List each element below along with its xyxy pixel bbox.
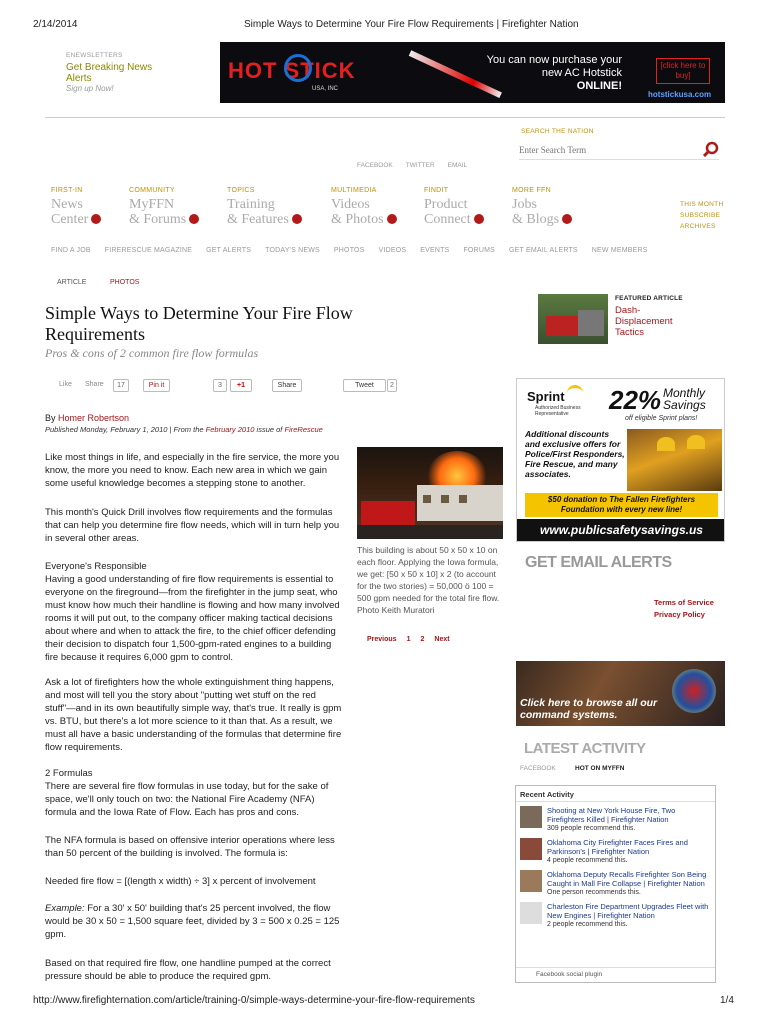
like-button[interactable]: Like — [59, 381, 72, 388]
hotstick-ring-icon — [284, 54, 312, 82]
fb-share-button[interactable]: Share — [85, 381, 104, 388]
sprint-logo: Sprint — [527, 389, 565, 404]
firefighters-image — [627, 429, 722, 491]
nav-training-features[interactable]: TOPICS Training & Features — [227, 187, 302, 227]
command-systems-ad[interactable]: Click here to browse all our command systems. — [516, 661, 725, 726]
activity-item[interactable]: Charleston Fire Department Upgrades Fleet with New Engines | Firefighter Nation 2 people recommend this. — [520, 902, 711, 928]
subnav-get-alerts[interactable]: GET ALERTS — [206, 247, 252, 254]
sprint-percent: 22% — [609, 385, 662, 415]
sub-nav — [51, 239, 662, 257]
nav-product-connect[interactable]: FINDIT Product Connect — [424, 187, 484, 227]
article-paragraph: Like most things in life, and especially in the fire service, the more you know, the more you need to know. Each new area in which we gain some useful knowledge becomes a stepping stone to another. — [45, 452, 340, 489]
subnav-photos[interactable]: PHOTOS — [333, 247, 365, 254]
tab-facebook[interactable]: FACEBOOK — [520, 765, 556, 772]
tab-hot-on-myffn[interactable]: HOT ON MYFFN — [575, 765, 625, 772]
section-heading: Everyone's Responsible — [45, 561, 147, 572]
fb-share-count: 17 — [113, 379, 129, 392]
facebook-link[interactable]: FACEBOOK — [357, 162, 393, 169]
sprint-offer-text: Additional discounts and exclusive offers for Police/First Responders, Fire Rescue, and many associates. — [525, 429, 625, 479]
linkedin-share-button[interactable]: Share — [272, 379, 302, 392]
tab-photos[interactable]: PHOTOS — [110, 279, 140, 286]
article-title: Simple Ways to Determine Your Fire Flow Requirements — [45, 303, 353, 344]
privacy-link[interactable]: Privacy Policy — [654, 610, 705, 619]
sprint-donation-banner: $50 donation to The Fallen Firefighters Foundation with every new line! — [525, 493, 718, 517]
article-paragraph: Example: For a 30' x 50' building that's 25 percent involved, the flow would be 30 x 50 = 1,500 square feet, divided by 3 = 500 x 0.25 = 125 gpm. — [45, 903, 340, 940]
activity-thumbnail — [520, 870, 542, 892]
nav-arrow-icon — [292, 214, 302, 224]
article-paragraph: Based on that required fire flow, one handline pumped at the correct pressure should be able to produce the required gpm. — [45, 958, 331, 982]
activity-item[interactable]: Shooting at New York House Fire, Two Firefighters Killed | Firefighter Nation 309 people recommend this. — [520, 806, 711, 832]
right-links — [680, 201, 723, 234]
breaking-news-link[interactable]: Get Breaking News Alerts — [66, 62, 153, 84]
fire-badge-icon — [672, 669, 716, 713]
subnav-get-email-alerts[interactable]: GET EMAIL ALERTS — [508, 247, 578, 254]
subscribe-link[interactable]: SUBSCRIBE — [680, 212, 721, 219]
fire-engine-shape — [361, 501, 415, 525]
photo-page-1[interactable]: 1 — [406, 636, 411, 643]
hotstick-banner-ad[interactable]: HOT STICK USA, INC You can now purchase your new AC Hotstick ONLINE! [click here to buy] hotstickusa.com — [220, 42, 725, 103]
activity-thumbnail — [520, 902, 542, 924]
featured-label: FEATURED ARTICLE — [615, 295, 683, 302]
facebook-plugin-label: Facebook social plugin — [516, 967, 715, 981]
pinit-button[interactable]: Pin it — [143, 379, 170, 392]
issue-link[interactable]: February 2010 — [205, 425, 255, 434]
nav-jobs-blogs[interactable]: MORE FFN Jobs & Blogs — [512, 187, 572, 227]
activity-thumbnail — [520, 806, 542, 828]
nav-arrow-icon — [189, 214, 199, 224]
search-input[interactable] — [519, 142, 689, 157]
legal-links — [654, 597, 714, 621]
header-divider — [45, 117, 725, 118]
article-subtitle: Pros & cons of 2 common fire flow formulas — [45, 346, 259, 360]
sprint-ad[interactable]: Sprint Authorized Business Representative 22% Monthly Savings off eligible Sprint plans! Additional discounts and exclusive offers for Police/First Responders, Fire Rescue, and many associates. $50 donation to The Fallen Firefighters Foundation with every new line! www.publicsafetysavings.us — [516, 378, 725, 542]
subnav-firerescue-magazine[interactable]: FIRERESCUE MAGAZINE — [104, 247, 193, 254]
subnav-events[interactable]: EVENTS — [420, 247, 450, 254]
tab-article[interactable]: ARTICLE — [57, 279, 87, 286]
subnav-videos[interactable]: VIDEOS — [378, 247, 407, 254]
search-box — [519, 140, 719, 160]
gplus-button[interactable]: +1 — [230, 379, 252, 392]
photo-pagination — [367, 636, 450, 643]
print-url: http://www.firefighternation.com/article/training-0/simple-ways-determine-your-fire-flow-requirements — [33, 995, 475, 1006]
search-icon[interactable] — [703, 141, 719, 157]
tweet-button[interactable]: Tweet — [343, 379, 386, 392]
terms-link[interactable]: Terms of Service — [654, 598, 714, 607]
print-title: Simple Ways to Determine Your Fire Flow Requirements | Firefighter Nation — [244, 19, 579, 30]
nav-arrow-icon — [91, 214, 101, 224]
featured-title-link[interactable]: Dash-Displacement Tactics — [615, 305, 673, 338]
subnav-find-a-job[interactable]: FIND A JOB — [51, 247, 91, 254]
nav-arrow-icon — [474, 214, 484, 224]
nav-arrow-icon — [562, 214, 572, 224]
photo-page-2[interactable]: 2 — [420, 636, 425, 643]
previous-photo-link[interactable]: Previous — [367, 636, 397, 643]
magazine-link[interactable]: FireRescue — [284, 425, 323, 434]
email-alerts-heading[interactable]: GET EMAIL ALERTS — [525, 554, 672, 571]
search-label: SEARCH THE NATION — [521, 128, 594, 135]
nav-news-center[interactable]: FIRST-IN News Center — [51, 187, 101, 227]
email-link[interactable]: EMAIL — [447, 162, 468, 169]
sprint-url: www.publicsafetysavings.us — [517, 519, 725, 542]
nav-arrow-icon — [387, 214, 397, 224]
byline: By Homer Robertson — [45, 413, 130, 423]
tweet-count: 2 — [387, 379, 397, 392]
print-page-number: 1/4 — [720, 995, 734, 1006]
gplus-count: 3 — [213, 379, 227, 392]
click-to-buy-button[interactable]: [click here to buy] — [656, 58, 710, 84]
social-links — [357, 162, 467, 169]
latest-activity-heading: LATEST ACTIVITY — [524, 740, 646, 757]
author-link[interactable]: Homer Robertson — [58, 413, 130, 423]
sprint-swoosh-icon — [567, 385, 583, 401]
article-paragraph: This month's Quick Drill involves flow requirements and the formulas that can help you determine fire flow needs, which will in turn help you in several other areas. — [45, 507, 340, 544]
photo-caption: This building is about 50 x 50 x 10 on each floor. Applying the Iowa formula, we get: [50 x 50 x 10] x 2 (to account for the two stories) = 50,000 ö 100 = 500 gpm needed for the total fire flow. Photo Keith Muratori — [357, 545, 500, 615]
this-month-link[interactable]: THIS MONTH — [680, 201, 724, 208]
article-paragraph: The NFA formula is based on offensive interior operations where less than 50 percent of the building is involved. The formula is: — [45, 835, 335, 859]
article-paragraph: Having a good understanding of fire flow requirements is essential to everyone on the fireground—from the firefighter in the jump seat, who must know how much their handline is flowing and how many involved rooms it will put out, to the company officer making tactical decisions about where and when to attack the fire, to the chief officer defending their decision to dispatch four 1,500-gpm-rated engines to a building fire because it requires 6,000 gpm to control. — [45, 574, 340, 663]
section-heading: 2 Formulas — [45, 768, 93, 779]
article-paragraph: Ask a lot of firefighters how the whole extinguishment thing happens, and most will tell you the story about "putting wet stuff on the red stuff"—and in its own beautifully simple way, that's true. It really is gpm vs. BTU, but there's a lot more science to it than that. As a result, we must all have a basic understanding of the formulas that determine fire flow requirements. — [45, 677, 342, 753]
subnav-forums[interactable]: FORUMS — [463, 247, 495, 254]
article-photo[interactable] — [357, 447, 503, 539]
archives-link[interactable]: ARCHIVES — [680, 223, 716, 230]
recent-activity-title: Recent Activity — [516, 786, 715, 802]
recent-activity-box — [515, 785, 716, 983]
print-date: 2/14/2014 — [33, 19, 78, 30]
signup-link[interactable]: Sign up Now! — [66, 84, 114, 93]
featured-thumbnail[interactable] — [538, 294, 608, 344]
activity-item[interactable]: Oklahoma City Firefighter Faces Fires and Parkinson's | Firefighter Nation 4 people recommend this. — [520, 838, 711, 864]
published-info: Published Monday, February 1, 2010 | From the February 2010 issue of FireRescue — [45, 425, 323, 434]
enewsletters-label: ENEWSLETTERS — [66, 52, 123, 59]
subnav-new-members[interactable]: NEW MEMBERS — [591, 247, 648, 254]
building-shape — [417, 485, 503, 521]
hotstick-url[interactable]: hotstickusa.com — [648, 90, 712, 99]
twitter-link[interactable]: TWITTER — [405, 162, 435, 169]
activity-thumbnail — [520, 838, 542, 860]
article-paragraph: There are several fire flow formulas in use today, but for the sake of space, we'll only touch on two: the National Fire Academy (NFA) formula and the Iowa Rate of Flow. Each has pros and cons. — [45, 781, 329, 818]
nav-videos-photos[interactable]: MULTIMEDIA Videos & Photos — [331, 187, 397, 227]
next-photo-link[interactable]: Next — [434, 636, 450, 643]
activity-item[interactable]: Oklahoma Deputy Recalls Firefighter Son Being Caught in Mall Fire Collapse | Firefighter Nation One person recommends this. — [520, 870, 711, 896]
subnav-todays-news[interactable]: TODAY'S NEWS — [265, 247, 320, 254]
nav-myffn-forums[interactable]: COMMUNITY MyFFN & Forums — [129, 187, 199, 227]
formula-text: Needed fire flow = [(length x width) ÷ 3] x percent of involvement — [45, 876, 316, 887]
hotstick-logo: HOT STICK — [228, 58, 356, 83]
